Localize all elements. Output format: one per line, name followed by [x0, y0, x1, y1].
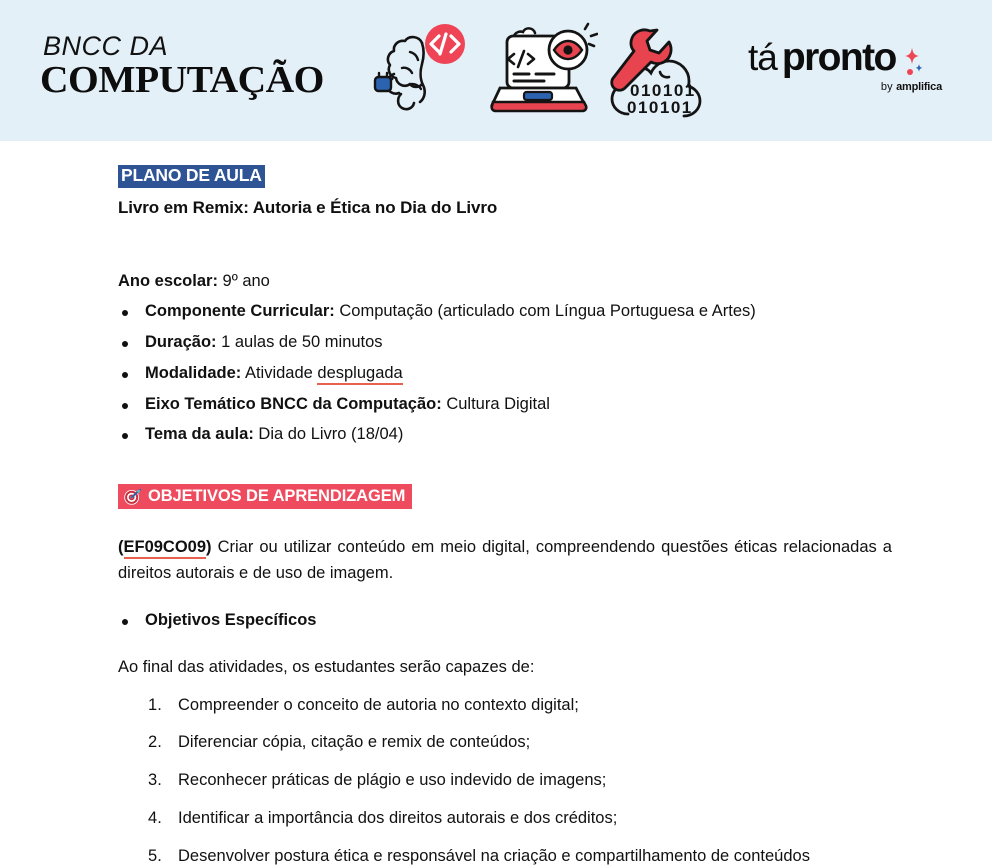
svg-text:010101: 010101 — [627, 98, 693, 117]
section-banner-label: OBJETIVOS DE APRENDIZAGEM — [148, 487, 406, 506]
sparkle-icon — [897, 47, 923, 77]
meta-item-tema-da-aula — [118, 424, 892, 446]
meta-label: Duração: — [145, 333, 217, 352]
meta-label: Eixo Temático BNCC da Computação: — [145, 394, 442, 413]
bncc-skill-paragraph — [118, 534, 892, 586]
section-banner-objetivos — [118, 484, 412, 509]
document-page — [0, 165, 992, 868]
meta-label: Modalidade: — [145, 363, 242, 382]
meta-value: Atividade — [241, 363, 318, 382]
ta-pronto-logo — [748, 38, 958, 93]
bncc-skill-code: (EF09CO09) — [118, 538, 212, 559]
objective-item: Identificar a importância dos direitos autorais e dos créditos; — [178, 808, 618, 827]
meta-value: Computação (articulado com Língua Portuguesa e Artes) — [334, 302, 756, 321]
school-year-value: 9º ano — [217, 271, 270, 290]
bncc-logo-line-bottom: COMPUTAÇÃO — [40, 59, 324, 101]
objective-item: Diferenciar cópia, citação e remix de conteúdos; — [178, 733, 531, 752]
ta-pronto-word-ta: tá — [748, 37, 777, 78]
brain-code-icon — [372, 22, 472, 122]
meta-value: Dia do Livro (18/04) — [253, 425, 404, 444]
page-subtitle: Livro em Remix: Autoria e Ética no Dia do Livro — [118, 197, 498, 217]
bncc-computacao-logo — [40, 33, 340, 100]
ta-pronto-word-pronto: pronto — [781, 36, 896, 79]
ta-pronto-byline: by amplifica — [880, 81, 942, 93]
school-year-label: Ano escolar: — [118, 271, 218, 290]
specific-objectives-list — [118, 695, 892, 868]
meta-label: Tema da aula: — [145, 425, 254, 444]
meta-value-misspelled: desplugada — [317, 364, 402, 385]
bncc-skill-text: Criar ou utilizar conteúdo em meio digital, compreendendo questões éticas relacionadas a direitos autorais e de uso de imagem. — [118, 537, 892, 582]
document-header-banner — [0, 0, 992, 141]
school-year-line — [118, 271, 892, 292]
objective-item: Compreender o conceito de autoria no contexto digital; — [178, 695, 579, 714]
objective-item: Reconhecer práticas de plágio e uso indevido de imagens; — [178, 771, 607, 790]
meta-value: 1 aulas de 50 minutos — [216, 333, 383, 352]
target-dart-icon — [124, 488, 141, 505]
specific-objectives-heading-list — [118, 610, 892, 631]
meta-item-componente-curricular — [118, 301, 892, 323]
meta-item-modalidade — [118, 363, 892, 385]
bncc-logo-line-top: BNCC DA — [43, 31, 169, 61]
meta-item-eixo-tematico — [118, 394, 892, 416]
document-body — [0, 165, 992, 868]
page-title-tag: PLANO DE AULA — [118, 165, 265, 188]
objectives-lead-in: Ao final das atividades, os estudantes serão capazes de: — [118, 658, 535, 677]
svg-text:010101: 010101 — [630, 81, 696, 100]
header-icon-cluster — [372, 18, 722, 123]
meta-value: Cultura Digital — [441, 394, 550, 413]
objective-item: Desenvolver postura ética e responsável na criação e compartilhamento de conteúdos — [178, 846, 810, 865]
lesson-meta-list — [118, 301, 892, 446]
laptop-eye-icon — [490, 18, 598, 123]
bncc-skill-code-text: EF09CO09 — [124, 538, 207, 559]
meta-item-duracao — [118, 332, 892, 354]
specific-objectives-heading: Objetivos Específicos — [118, 610, 892, 631]
wrench-cloud-binary-icon — [600, 26, 712, 122]
plan-tag-row — [118, 165, 892, 188]
meta-label: Componente Curricular: — [145, 302, 335, 321]
